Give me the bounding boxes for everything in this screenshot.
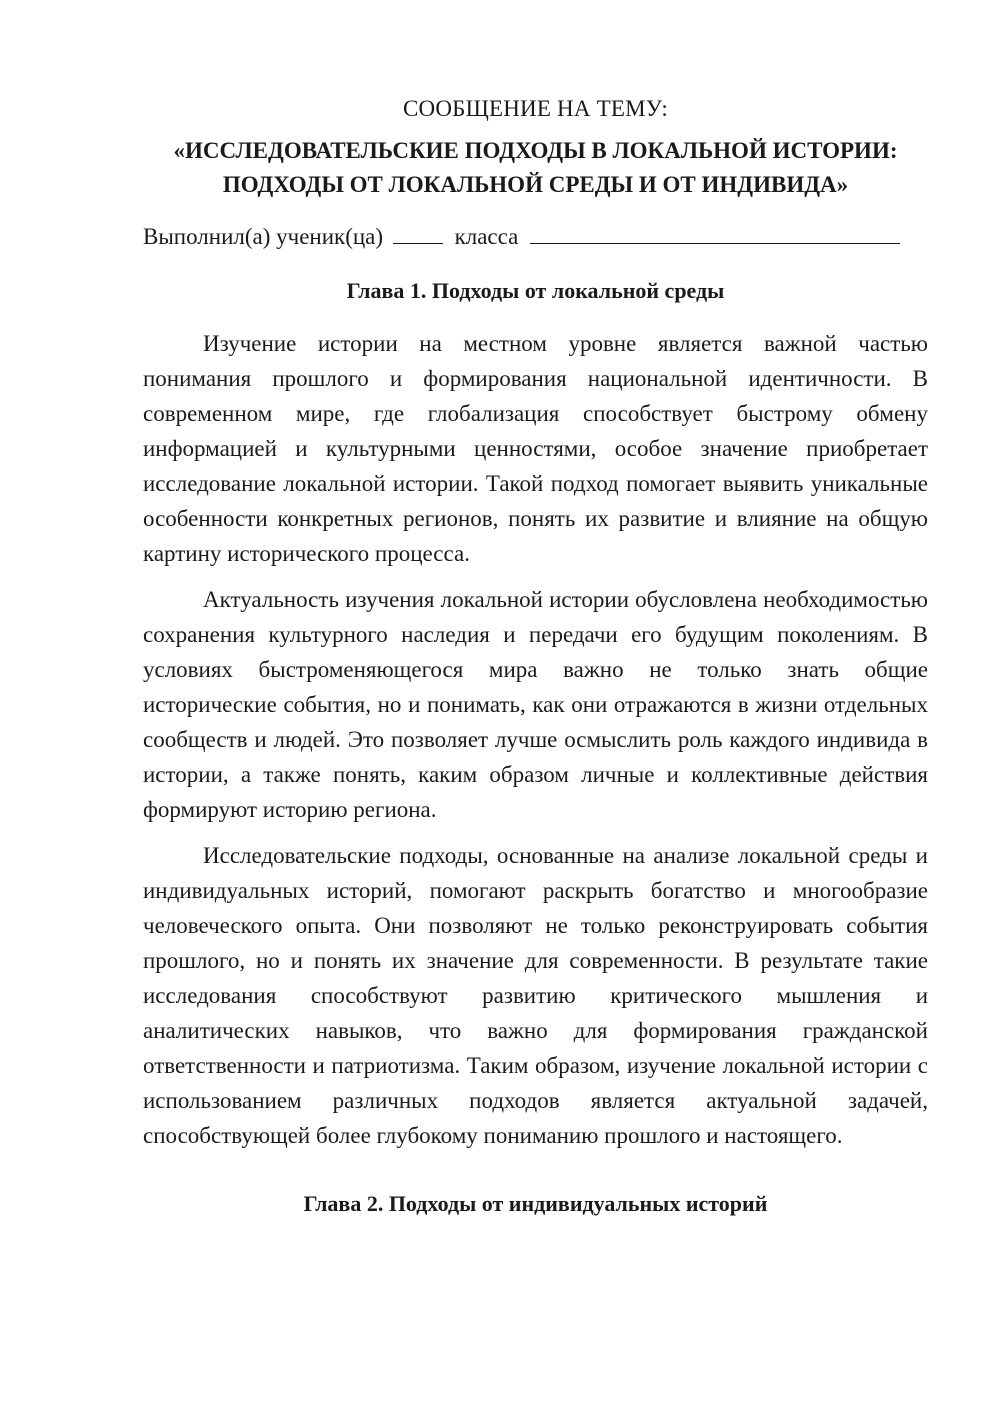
title-line-2: ПОДХОДЫ ОТ ЛОКАЛЬНОЙ СРЕДЫ И ОТ ИНДИВИДА» [222,172,849,197]
author-line [143,220,928,254]
class-number-blank [393,223,443,244]
author-name-blank [530,223,900,244]
chapter-2-title: Глава 2. Подходы от индивидуальных историй [303,1191,768,1216]
document-title [143,134,928,202]
chapter-1-paragraph-3: Исследовательские подходы, основанные на анализе локальной среды и индивидуальных историй, помогают раскрыть богатство и многообразие человеческого опыта. Они позволяют не только реконструировать события прошлого, но и понять их значение для современности. В результате такие исследования способствуют развитию критического мышления и аналитических навыков, что важно для формирования гражданской ответственности и патриотизма. Таким образом, изучение локальной истории с использованием различных подходов является актуальной задачей, способствующей более глубокому пониманию прошлого и настоящего. [143,843,928,1148]
chapter-1-paragraph-1: Изучение истории на местном уровне является важной частью понимания прошлого и формирования национальной идентичности. В современном мире, где глобализация способствует быстрому обмену информацией и культурными ценностями, особое значение приобретает исследование локальной истории. Такой подход помогает выявить уникальные особенности конкретных регионов, понять их развитие и влияние на общую картину исторического процесса. [143,331,928,566]
class-label: класса [454,224,519,249]
document-page [143,92,928,1239]
chapter-1-title: Глава 1. Подходы от локальной среды [346,278,725,303]
chapter-1-paragraph-2: Актуальность изучения локальной истории обусловлена необходимостью сохранения культурного наследия и передачи его будущим поколениям. В условиях быстроменяющегося мира важно не только знать общие исторические события, но и понимать, как они отражаются в жизни отдельных сообществ и людей. Это позволяет лучше осмыслить роль каждого индивида в истории, а также понять, каким образом личные и коллективные действия формируют историю региона. [143,587,928,822]
title-line-1: «ИССЛЕДОВАТЕЛЬСКИЕ ПОДХОДЫ В ЛОКАЛЬНОЙ ИСТОРИИ: [173,138,898,163]
topic-label: СООБЩЕНИЕ НА ТЕМУ: [403,96,668,121]
author-prefix: Выполнил(а) ученик(ца) [143,224,384,249]
